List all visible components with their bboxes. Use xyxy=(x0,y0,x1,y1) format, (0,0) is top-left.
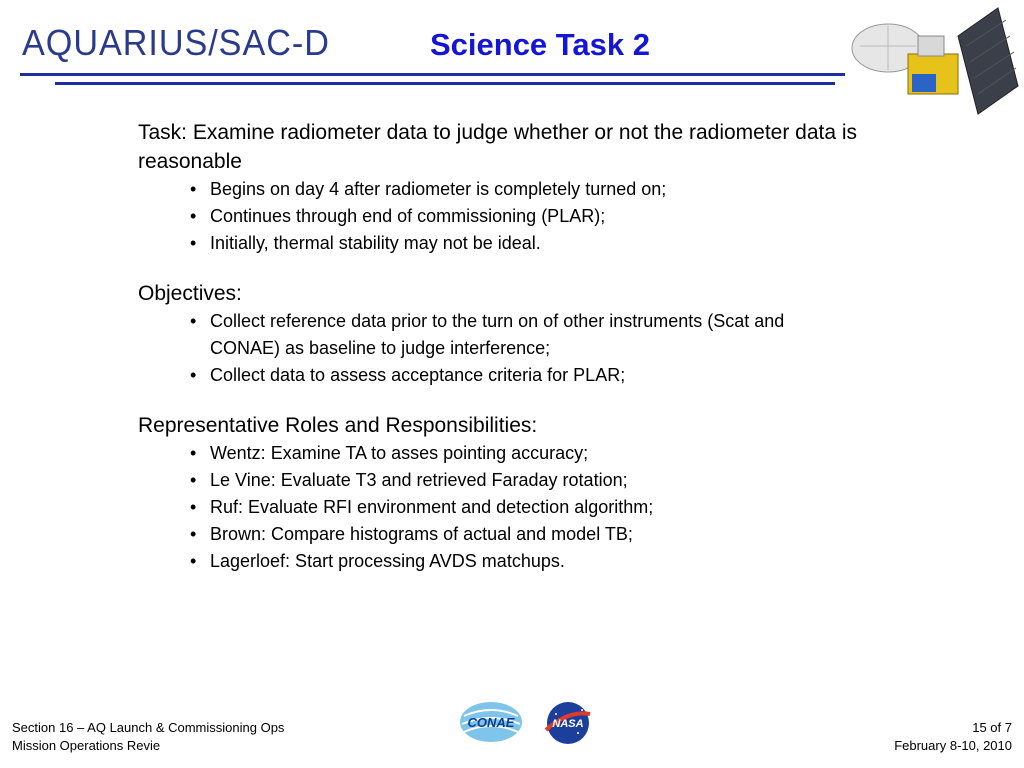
task-bullets xyxy=(138,176,858,257)
footer-right xyxy=(894,719,1012,755)
list-item: • Lagerloef: Start processing AVDS matchups. xyxy=(190,548,858,575)
svg-text:NASA: NASA xyxy=(552,718,584,730)
nasa-logo-icon xyxy=(542,700,594,746)
list-item: • Collect reference data prior to the turn on of other instruments (Scat and CONAE) as baseline to judge interference; xyxy=(190,308,858,362)
roles-bullets xyxy=(138,440,858,575)
list-item: • Brown: Compare histograms of actual and model TB; xyxy=(190,521,858,548)
conae-logo-icon xyxy=(458,700,524,748)
svg-text:CONAE: CONAE xyxy=(467,715,515,730)
list-item: • Ruf: Evaluate RFI environment and detection algorithm; xyxy=(190,494,858,521)
header-rule-bottom xyxy=(55,82,835,85)
list-item: • Wentz: Examine TA to asses pointing accuracy; xyxy=(190,440,858,467)
roles-heading: Representative Roles and Responsibilities: xyxy=(138,414,538,437)
footer-review-text: Mission Operations Revie xyxy=(12,738,161,753)
aquarius-sacd-logo: AQUARIUS/SAC-D xyxy=(22,22,330,63)
footer-section-text: Section 16 – AQ Launch & Commissioning Ops xyxy=(12,720,285,735)
page-number: 15 of 7 xyxy=(972,720,1012,735)
objectives-bullets xyxy=(138,308,858,389)
satellite-icon xyxy=(848,6,1020,118)
list-item: • Continues through end of commissioning (PLAR); xyxy=(190,203,858,230)
slide-title: Science Task 2 xyxy=(429,27,650,62)
footer-left xyxy=(12,719,284,755)
list-item: • Collect data to assess acceptance criteria for PLAR; xyxy=(190,362,858,389)
list-item: • Begins on day 4 after radiometer is completely turned on; xyxy=(190,176,858,203)
list-item: • Le Vine: Evaluate T3 and retrieved Faraday rotation; xyxy=(190,467,858,494)
task-intro: Task: Examine radiometer data to judge whether or not the radiometer data is reasonable xyxy=(138,121,858,173)
header-rule-top xyxy=(20,73,845,76)
footer-date: February 8-10, 2010 xyxy=(894,738,1012,753)
slide-body xyxy=(138,118,858,575)
objectives-heading: Objectives: xyxy=(138,282,242,305)
list-item: • Initially, thermal stability may not be ideal. xyxy=(190,230,858,257)
